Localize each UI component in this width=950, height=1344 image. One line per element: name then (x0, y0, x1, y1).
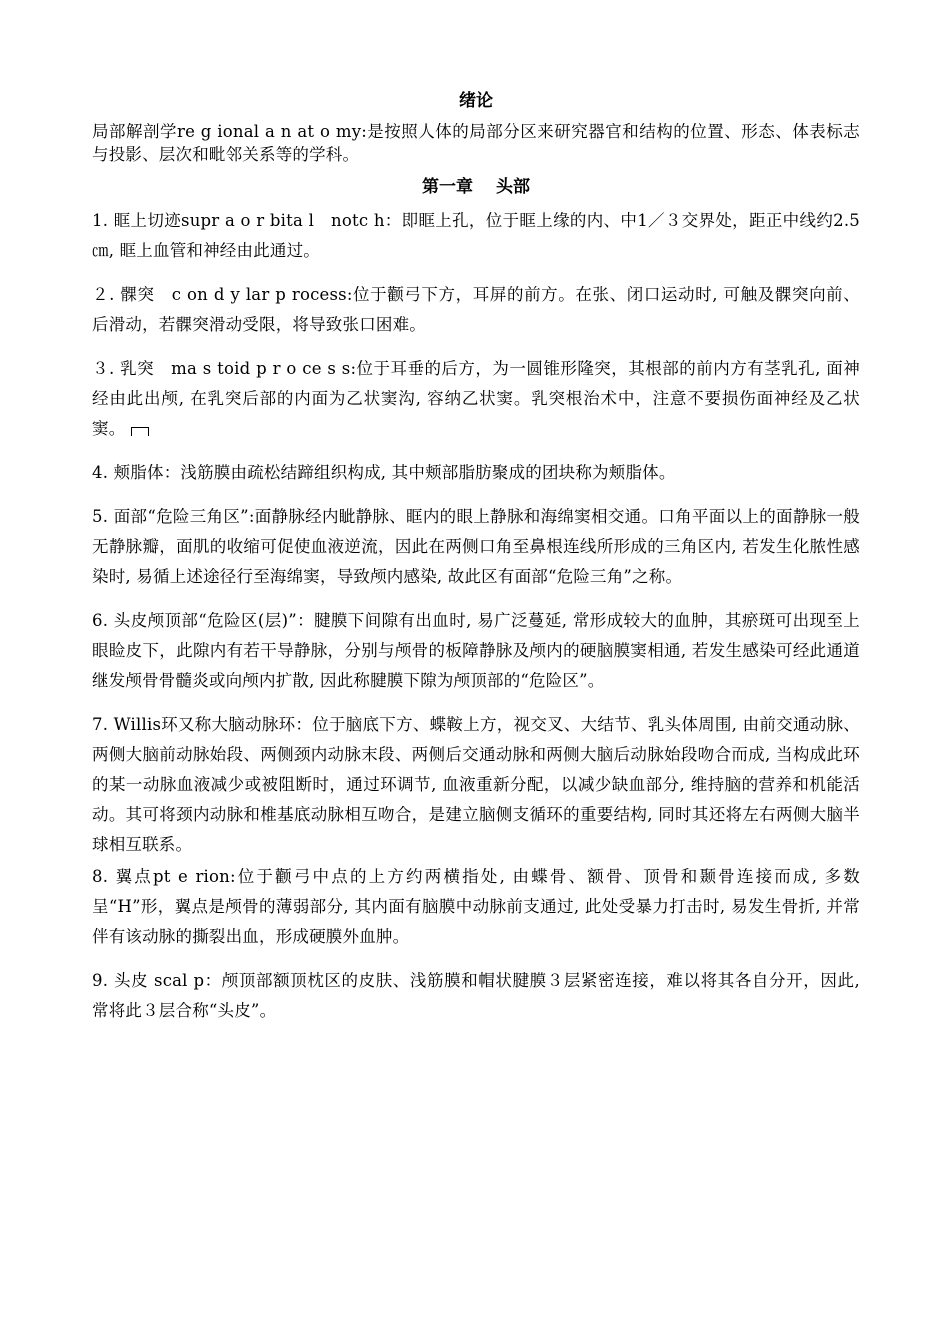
item-5-paragraph: 5. 面部“危险三角区”:面静脉经内眦静脉、眶内的眼上静脉和海绵窦相交通。口角平面以上的面静脉一般无静脉瓣，面肌的收缩可促使血液逆流，因此在两侧口角至鼻根连线所形成的三角区内, 若发生化脓性感染时, 易循上述途径行至海绵窦，导致颅内感染, 故此区有面部“危险三角”之称。 (92, 507, 860, 586)
item-3-text: ３. 乳突 ma s toid p r o ce s s:位于耳垂的后方，为一圆锥形隆突，其根部的前内方有茎乳孔, 面神经由此出颅, 在乳突后部的内面为乙状窦沟, 容纳乙状窦。乳突根治术中，注意不要损伤面神经及乙状窦。 (92, 359, 860, 438)
item-8-paragraph: 8. 翼点pt e rion:位于颧弓中点的上方约两横指处, 由蝶骨、额骨、顶骨和颞骨连接而成, 多数呈“H”形，翼点是颅骨的薄弱部分, 其内面有脑膜中动脉前支通过, 此处受暴力打击时, 易发生骨折, 并常伴有该动脉的撕裂出血，形成硬膜外血肿。 (92, 867, 860, 946)
intro-title: 绪论 (459, 91, 493, 111)
chapter-title: 第一章 头部 (422, 177, 530, 197)
item-3-paragraph (92, 354, 860, 444)
item-9-paragraph: 9. 头皮 scal p：颅顶部额顶枕区的皮肤、浅筋膜和帽状腱膜３层紧密连接，难以将其各自分开，因此, 常将此３层合称“头皮”。 (92, 971, 860, 1020)
item-4-paragraph: 4. 颊脂体：浅筋膜由疏松结蹄组织构成, 其中颊部脂肪聚成的团块称为颊脂体。 (92, 463, 676, 482)
editor-mark-icon (131, 427, 149, 436)
item-1-paragraph: 1. 眶上切迹supr a o r bita l notc h：即眶上孔，位于眶上缘的内、中1／３交界处，距正中线约2.5㎝, 眶上血管和神经由此通过。 (92, 211, 860, 260)
item-2-paragraph: ２. 髁突 c on d y lar p rocess:位于颧弓下方，耳屏的前方。在张、闭口运动时, 可触及髁突向前、后滑动，若髁突滑动受限，将导致张口困难。 (92, 285, 860, 334)
intro-paragraph: 局部解剖学re g ional a n at o my:是按照人体的局部分区来研究器官和结构的位置、形态、体表标志与投影、层次和毗邻关系等的学科。 (92, 122, 860, 164)
item-6-paragraph: 6. 头皮颅顶部“危险区(层)”：腱膜下间隙有出血时, 易广泛蔓延, 常形成较大的血肿，其瘀斑可出现至上眼睑皮下，此隙内有若干导静脉，分别与颅骨的板障静脉及颅内的硬脑膜窦相通, 若发生感染可经此通道继发颅骨骨髓炎或向颅内扩散, 因此称腱膜下隙为颅顶部的“危险区”。 (92, 611, 860, 690)
item-7-paragraph: 7. Willis环又称大脑动脉环：位于脑底下方、蝶鞍上方，视交叉、大结节、乳头体周围, 由前交通动脉、两侧大脑前动脉始段、两侧颈内动脉末段、两侧后交通动脉和两侧大脑后动脉始段吻合而成, 当构成此环的某一动脉血液减少或被阻断时，通过环调节, 血液重新分配，以减少缺血部分, 维持脑的营养和机能活动。其可将颈内动脉和椎基底动脉相互吻合，是建立脑侧支循环的重要结构, 同时其还将左右两侧大脑半球相互联系。 (92, 715, 860, 854)
